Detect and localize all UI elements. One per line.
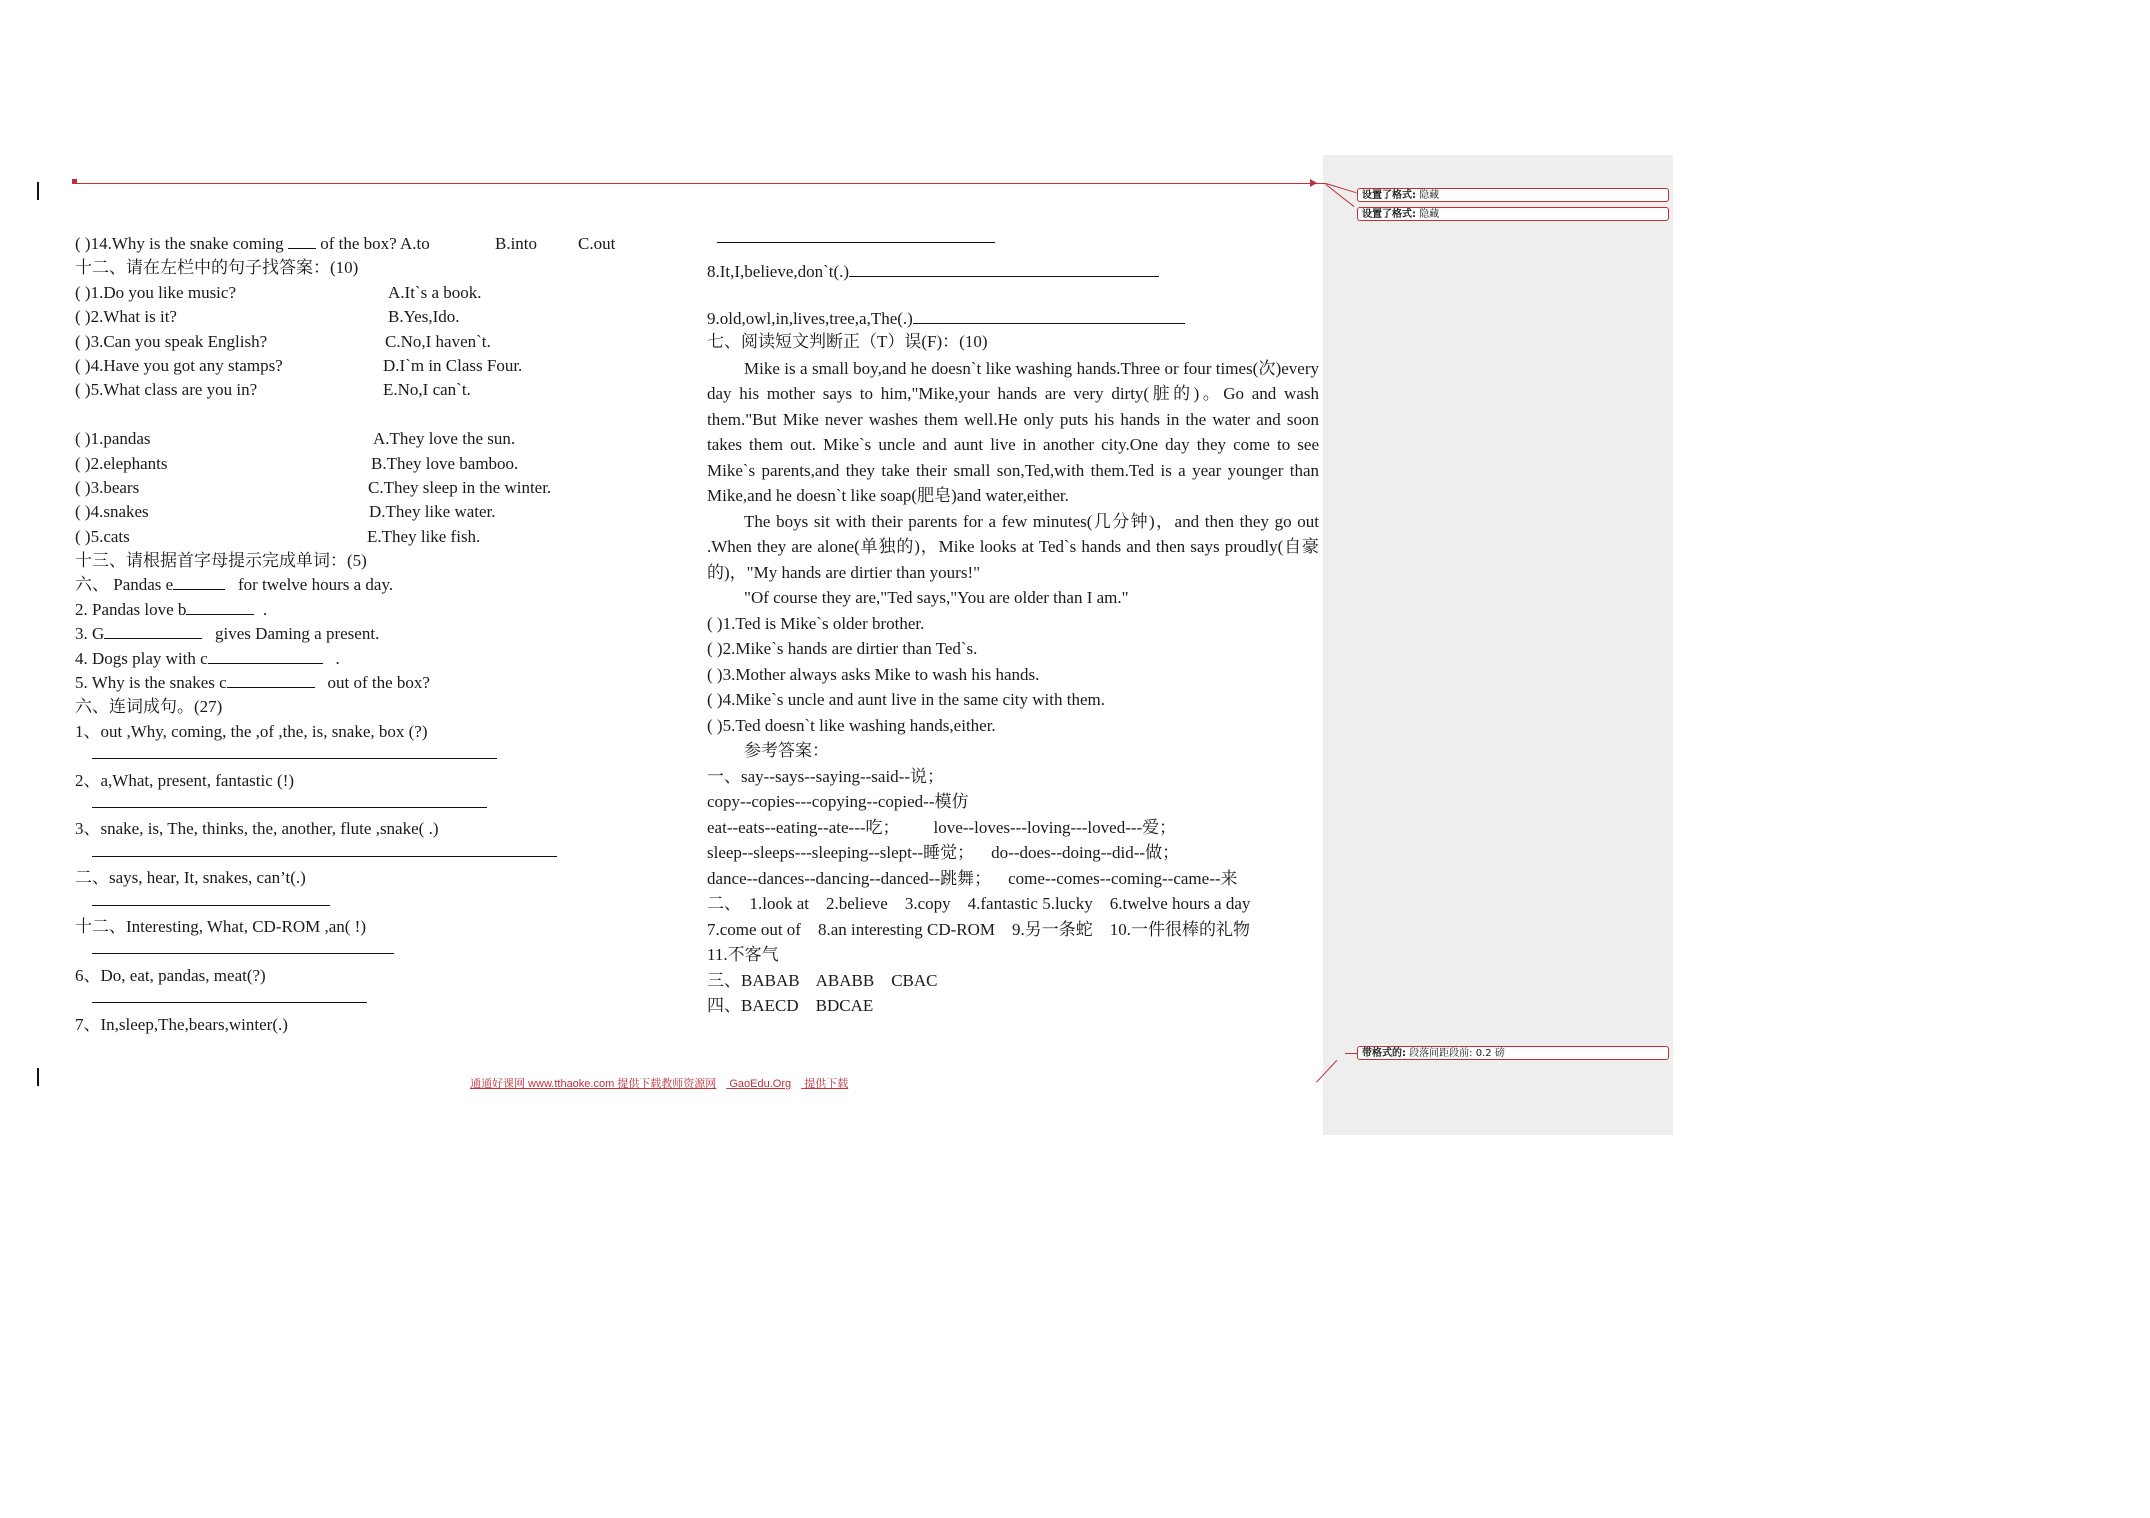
answer-key-row: 二、 1.look at 2.believe 3.copy 4.fantastic 5.lucky 6.twelve hours a day bbox=[707, 894, 1251, 914]
section-6-title: 六、连词成句。(27) bbox=[75, 697, 223, 717]
sentence-row: 6、Do, eat, pandas, meat(?) bbox=[75, 965, 266, 985]
answer-key-row: 三、BABAB ABABB CBAC bbox=[707, 970, 938, 990]
format-comment-balloon[interactable]: 设置了格式: 隐藏 bbox=[1357, 188, 1669, 202]
answer-key-row: sleep--sleeps---sleeping--slept--睡觉； do--does--doing--did--做； bbox=[707, 843, 1180, 863]
answer-blank[interactable] bbox=[913, 309, 1185, 324]
answer-line-row bbox=[75, 988, 675, 1012]
fill-row: 4. Dogs play with c . bbox=[75, 648, 340, 668]
answer-key-row: copy--copies---copying--copied--模仿 bbox=[707, 792, 969, 812]
answer-line[interactable] bbox=[717, 228, 995, 243]
match-row: ( )4.Have you got any stamps? D.I`m in Class Four. bbox=[75, 355, 523, 375]
answer-key-row: eat--eats--eating--ate---吃； love--loves---loving---loved---爱； bbox=[707, 817, 1177, 837]
sentence-row: 9.old,owl,in,lives,tree,a,The(.) bbox=[707, 307, 1319, 331]
left-column bbox=[75, 232, 675, 1037]
match-row: ( )3.Can you speak English? C.No,I haven`t. bbox=[75, 331, 491, 351]
answer-blank[interactable] bbox=[173, 575, 225, 590]
text-cursor-bottom bbox=[37, 1068, 39, 1086]
match-row: ( )2.What is it? B.Yes,Ido. bbox=[75, 307, 460, 327]
fill-row: 3. G gives Daming a present. bbox=[75, 624, 380, 644]
sentence-row: 十二、Interesting, What, CD-ROM ,an( !) bbox=[75, 916, 366, 936]
answer-line-row bbox=[75, 793, 675, 817]
answer-blank[interactable] bbox=[849, 262, 1159, 277]
answer-key-row: 7.come out of 8.an interesting CD-ROM 9.另一条蛇 10.一件很棒的礼物 bbox=[707, 919, 1251, 939]
sentence-row: 3、snake, is, The, thinks, the, another, flute ,snake( .) bbox=[75, 819, 439, 839]
true-false-row: ( )4.Mike`s uncle and aunt live in the same city with them. bbox=[707, 690, 1105, 710]
section-13-title: 十三、请根据首字母提示完成单词：(5) bbox=[75, 551, 367, 571]
sentence-row: 2、a,What, present, fantastic (!) bbox=[75, 770, 295, 790]
sentence-row: 8.It,I,believe,don`t(.) bbox=[707, 260, 1319, 284]
answer-blank[interactable] bbox=[288, 234, 316, 249]
answers-title: 参考答案： bbox=[744, 741, 829, 761]
answer-line-row bbox=[75, 744, 675, 768]
sentence-row: 1、out ,Why, coming, the ,of ,the, is, snake, box (?) bbox=[75, 721, 428, 741]
match-row: ( )1.pandas A.They love the sun. bbox=[75, 429, 516, 449]
true-false-row: ( )3.Mother always asks Mike to wash his hands. bbox=[707, 664, 1040, 684]
true-false-row: ( )2.Mike`s hands are dirtier than Ted`s. bbox=[707, 639, 978, 659]
answer-line-row bbox=[75, 891, 675, 915]
answer-line[interactable] bbox=[92, 891, 330, 906]
true-false-row: ( )5.Ted doesn`t like washing hands,either. bbox=[707, 715, 996, 735]
answer-blank[interactable] bbox=[104, 624, 202, 639]
fill-row: 5. Why is the snakes c out of the box? bbox=[75, 673, 430, 693]
answer-line[interactable] bbox=[92, 744, 497, 759]
comment-margin-pane bbox=[1323, 155, 1673, 1135]
footer-link[interactable]: 通通好课网 www.tthaoke.com 提供下载教师资源网 bbox=[470, 1078, 717, 1090]
true-false-row: ( )1.Ted is Mike`s older brother. bbox=[707, 613, 925, 633]
answer-line-row bbox=[75, 939, 675, 963]
answer-blank[interactable] bbox=[227, 673, 315, 688]
revision-arrow-top bbox=[1310, 179, 1317, 187]
answer-blank[interactable] bbox=[208, 649, 323, 664]
answer-line[interactable] bbox=[92, 939, 394, 954]
format-comment-balloon[interactable]: 带格式的: 段落间距段前: 0.2 磅 bbox=[1357, 1046, 1669, 1060]
match-row: ( )2.elephants B.They love bamboo. bbox=[75, 453, 519, 473]
text-cursor-top bbox=[37, 182, 39, 200]
answer-key-row: 一、say--says--saying--said--说； bbox=[707, 766, 944, 786]
match-row: ( )5.What class are you in? E.No,I can`t. bbox=[75, 380, 471, 400]
section-7-title: 七、阅读短文判断正（T）误(F)：(10) bbox=[707, 331, 988, 351]
footer-link[interactable]: 提供下载 bbox=[804, 1078, 849, 1090]
reading-passage bbox=[707, 356, 1319, 611]
answer-key-row: 11.不客气 bbox=[707, 945, 779, 965]
sentence-row: 二、says, hear, It, snakes, can’t(.) bbox=[75, 868, 306, 888]
right-column bbox=[707, 232, 1319, 1019]
revision-line-top bbox=[74, 183, 1326, 184]
fill-row: 六、 Pandas e for twelve hours a day. bbox=[75, 575, 394, 595]
answer-line[interactable] bbox=[92, 842, 557, 857]
passage-paragraph: "Of course they are,"Ted says,"You are older than I am." bbox=[744, 588, 1129, 608]
passage-paragraph: The boys sit with their parents for a few minutes(几分钟)，and then they go out .When they are alone(单独的)，Mike looks at Ted`s hands and then says proudly(自豪的)，"My hands are dirtier than yours!" bbox=[707, 511, 1319, 582]
answer-key-row: 四、BAECD BDCAE bbox=[707, 996, 874, 1016]
answer-key-row: dance--dances--dancing--danced--跳舞； come--comes--coming--came--来 bbox=[707, 868, 1238, 888]
section-12-title: 十二、请在左栏中的句子找答案：(10) bbox=[75, 258, 359, 278]
answer-blank[interactable] bbox=[186, 600, 254, 615]
footer-link[interactable]: GaoEdu.Org bbox=[729, 1078, 792, 1090]
match-row: ( )4.snakes D.They like water. bbox=[75, 502, 496, 522]
sentence-row: 7、In,sleep,The,bears,winter(.) bbox=[75, 1014, 288, 1034]
answer-line[interactable] bbox=[92, 793, 487, 808]
match-row: ( )5.cats E.They like fish. bbox=[75, 526, 481, 546]
match-row: ( )3.bears C.They sleep in the winter. bbox=[75, 477, 552, 497]
question-14: ( )14.Why is the snake coming of the box? A.to B.into C.out bbox=[75, 234, 616, 253]
match-row: ( )1.Do you like music? A.It`s a book. bbox=[75, 282, 482, 302]
page-footer bbox=[470, 1075, 858, 1091]
answer-line-row bbox=[75, 842, 675, 866]
passage-paragraph: Mike is a small boy,and he doesn`t like washing hands.Three or four times(次)every day his mother says to him,"Mike,your hands are very dirty(脏的)。Go and wash them."But Mike never washes them well.He only puts his hands in the water and soon takes them out. Mike`s uncle and aunt live in another city.One day they come to see Mike`s parents,and they take their small son,Ted,with them.Ted is a year younger than Mike,and he doesn`t like soap(肥皂)and water,either. bbox=[707, 358, 1319, 506]
answer-line-row bbox=[707, 232, 1319, 256]
fill-row: 2. Pandas love b . bbox=[75, 599, 268, 619]
format-comment-balloon[interactable]: 设置了格式: 隐藏 bbox=[1357, 207, 1669, 221]
answer-line[interactable] bbox=[92, 988, 367, 1003]
